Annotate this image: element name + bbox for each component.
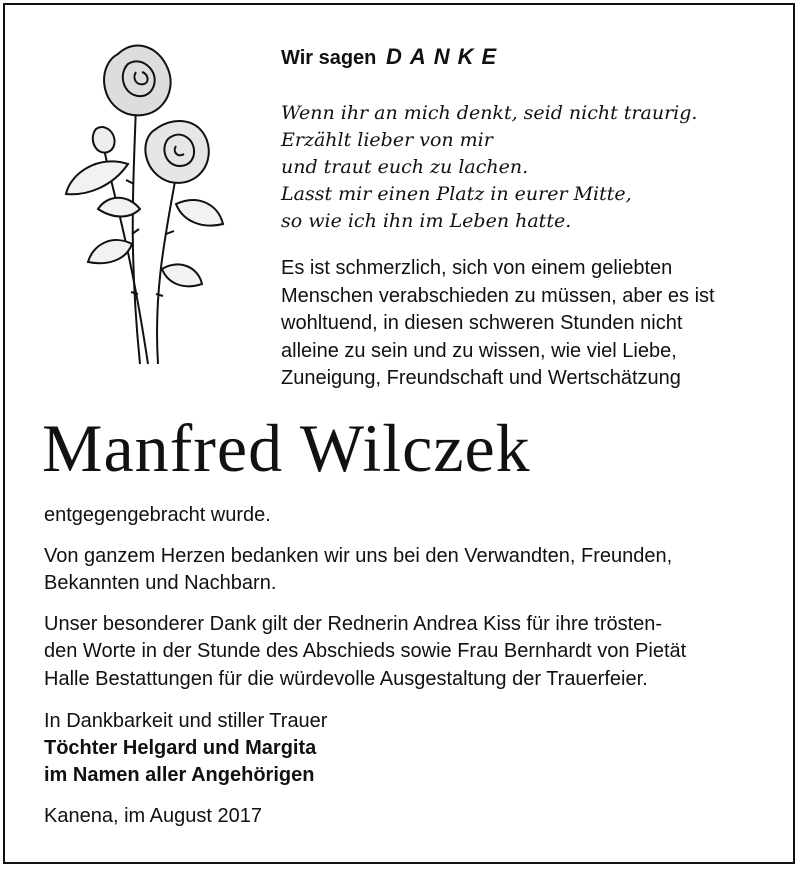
signature-block (44, 708, 327, 789)
poem-line: Lasst mir einen Platz in eurer Mitte, (281, 183, 632, 205)
poem (281, 100, 697, 235)
intro-line: alleine zu sein und zu wissen, wie viel Liebe, (281, 339, 677, 362)
intro-line: Zuneigung, Freundschaft und Wertschätzung (281, 367, 681, 389)
signature-names: Töchter Helgard und Margita (44, 737, 317, 759)
thanks-paragraph-2 (44, 611, 686, 694)
intro-line: wohltuend, in diesen schweren Stunden nicht (281, 312, 683, 334)
signature-intro: In Dankbarkeit und stiller Trauer (44, 710, 328, 732)
thanks-word: DANKE (385, 44, 505, 69)
signature-family: im Namen aller Angehörigen (44, 764, 315, 786)
thanks-prefix: Wir sagen (281, 47, 377, 69)
body-line: Unser besonderer Dank gilt der Rednerin Andrea Kiss für ihre trösten- (44, 612, 663, 635)
body-line: den Worte in der Stunde des Abschieds sowie Frau Bernhardt von Pietät (44, 640, 687, 662)
intro-line: Menschen verabschieden zu müssen, aber es ist (281, 284, 715, 307)
poem-line: Erzählt lieber von mir (281, 129, 493, 151)
deceased-name: Manfred Wilczek (42, 410, 531, 486)
poem-line: so wie ich ihn im Leben hatte. (281, 210, 572, 232)
intro-line: Es ist schmerzlich, sich von einem geliebten (281, 257, 673, 279)
thanks-paragraph-1 (44, 543, 686, 598)
rose-illustration-icon (58, 34, 228, 374)
body-line: Bekannten und Nachbarn. (44, 572, 277, 594)
thanks-heading (281, 44, 504, 70)
place-date: Kanena, im August 2017 (44, 805, 262, 827)
poem-line: und traut euch zu lachen. (281, 156, 529, 178)
continuation-line: entgegengebracht wurde. (44, 504, 271, 526)
body-line: Halle Bestattungen für die würdevolle Ausgestaltung der Trauerfeier. (44, 667, 648, 690)
body-text (44, 502, 686, 706)
body-line: Von ganzem Herzen bedanken wir uns bei den Verwandten, Freunden, (44, 544, 673, 567)
poem-line: Wenn ihr an mich denkt, seid nicht traurig. (281, 102, 698, 124)
intro-paragraph (281, 255, 715, 393)
